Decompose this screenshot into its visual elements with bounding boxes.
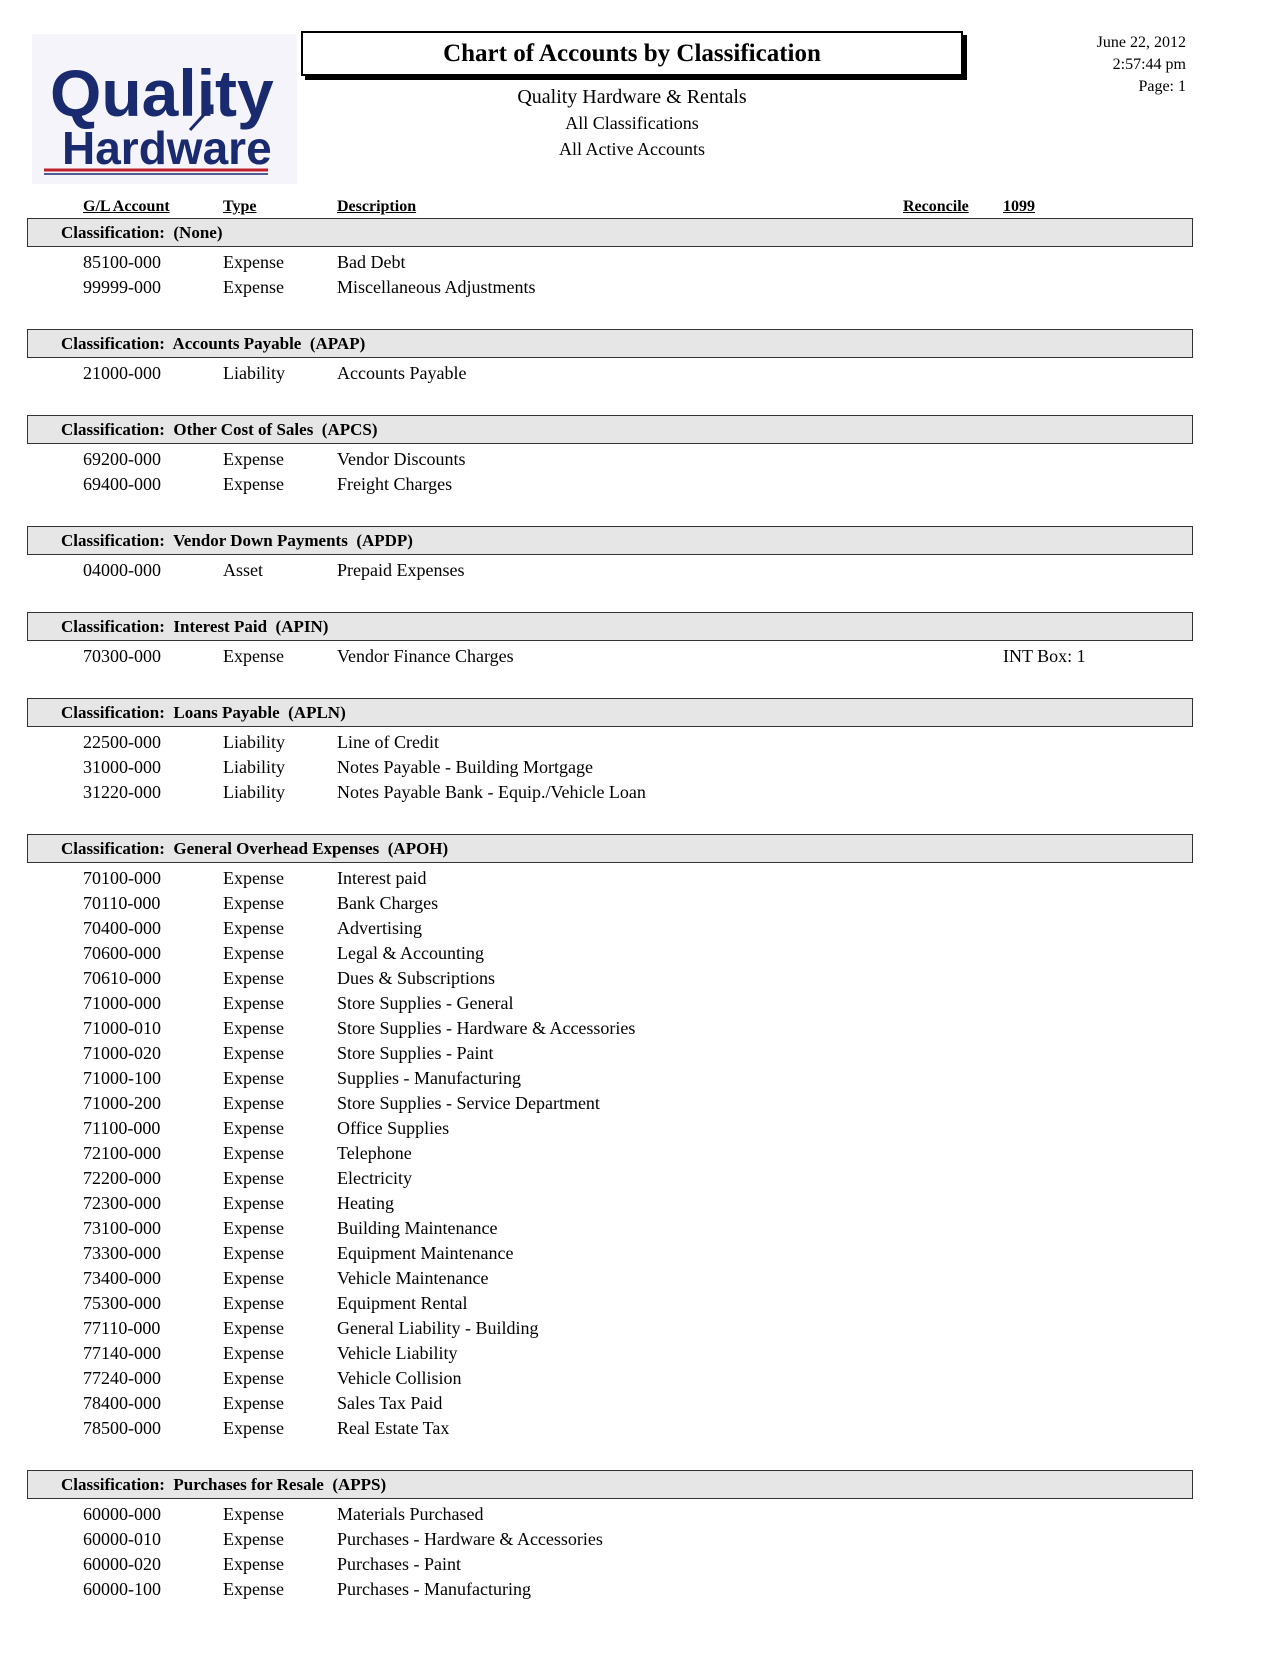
gl-account-cell: 72200-000 — [83, 1168, 161, 1188]
table-row — [27, 644, 1193, 669]
description-cell: Advertising — [337, 918, 422, 938]
table-row — [27, 1391, 1193, 1416]
account-type-cell: Asset — [223, 560, 263, 580]
description-cell: Materials Purchased — [337, 1504, 484, 1524]
gl-account-cell: 70300-000 — [83, 646, 161, 666]
classification-header: Classification: (None) — [27, 218, 1193, 247]
gl-account-cell: 60000-000 — [83, 1504, 161, 1524]
section-spacer — [27, 300, 1193, 329]
page-number: Page: 1 — [1138, 78, 1186, 95]
gl-account-cell: 78500-000 — [83, 1418, 161, 1438]
account-type-cell: Expense — [223, 943, 284, 963]
gl-account-cell: 60000-100 — [83, 1579, 161, 1599]
col-header-1099: 1099 — [1003, 198, 1035, 215]
description-cell: Freight Charges — [337, 474, 453, 494]
account-type-cell: Expense — [223, 1093, 284, 1113]
gl-account-cell: 77240-000 — [83, 1368, 161, 1388]
account-type-cell: Liability — [223, 757, 285, 777]
description-cell: Vehicle Liability — [337, 1343, 458, 1363]
description-cell: Interest paid — [337, 868, 427, 888]
description-cell: Bank Charges — [337, 893, 439, 913]
gl-account-cell: 72100-000 — [83, 1143, 161, 1163]
table-row — [27, 1502, 1193, 1527]
report-time: 2:57:44 pm — [1112, 56, 1186, 73]
description-cell: Electricity — [337, 1168, 412, 1188]
table-row — [27, 916, 1193, 941]
description-cell: Store Supplies - Service Department — [337, 1093, 600, 1113]
gl-account-cell: 72300-000 — [83, 1193, 161, 1213]
account-type-cell: Expense — [223, 1243, 284, 1263]
description-cell: Office Supplies — [337, 1118, 450, 1138]
table-row — [27, 1091, 1193, 1116]
col-header-description: Description — [337, 198, 417, 215]
table-row — [27, 1041, 1193, 1066]
gl-account-cell: 73300-000 — [83, 1243, 161, 1263]
account-type-cell: Expense — [223, 1293, 284, 1313]
table-row — [27, 1016, 1193, 1041]
gl-account-cell: 70610-000 — [83, 968, 161, 988]
account-type-cell: Expense — [223, 993, 284, 1013]
account-type-cell: Expense — [223, 1318, 284, 1338]
section-spacer — [27, 583, 1193, 612]
account-type-cell: Expense — [223, 1554, 284, 1574]
table-row — [27, 991, 1193, 1016]
account-type-cell: Expense — [223, 968, 284, 988]
gl-account-cell: 60000-020 — [83, 1554, 161, 1574]
report-title: Chart of Accounts by Classification — [443, 39, 821, 67]
description-cell: Vehicle Maintenance — [337, 1268, 489, 1288]
col-header-reconcile: Reconcile — [903, 198, 969, 215]
gl-account-cell: 04000-000 — [83, 560, 161, 580]
gl-account-cell: 21000-000 — [83, 363, 161, 383]
account-type-cell: Expense — [223, 918, 284, 938]
section-spacer — [27, 497, 1193, 526]
classification-header: Classification: Purchases for Resale (APPS) — [27, 1470, 1193, 1499]
account-type-cell: Expense — [223, 1418, 284, 1438]
section-spacer — [27, 386, 1193, 415]
account-type-cell: Expense — [223, 277, 284, 297]
description-cell: General Liability - Building — [337, 1318, 539, 1338]
account-type-cell: Expense — [223, 1268, 284, 1288]
gl-account-cell: 75300-000 — [83, 1293, 161, 1313]
description-cell: Notes Payable Bank - Equip./Vehicle Loan — [337, 782, 646, 802]
description-cell: Sales Tax Paid — [337, 1393, 443, 1413]
description-cell: Bad Debt — [337, 252, 406, 272]
report-title-box — [301, 31, 963, 76]
description-cell: Heating — [337, 1193, 394, 1213]
gl-account-cell: 71000-000 — [83, 993, 161, 1013]
table-row — [27, 558, 1193, 583]
description-cell: Legal & Accounting — [337, 943, 484, 963]
account-type-cell: Expense — [223, 1393, 284, 1413]
account-type-cell: Expense — [223, 1143, 284, 1163]
description-cell: Purchases - Manufacturing — [337, 1579, 531, 1599]
table-row — [27, 1416, 1193, 1441]
gl-account-cell: 60000-010 — [83, 1529, 161, 1549]
gl-account-cell: 70400-000 — [83, 918, 161, 938]
classification-header: Classification: Accounts Payable (APAP) — [27, 329, 1193, 358]
gl-account-cell: 99999-000 — [83, 277, 161, 297]
filter-classifications: All Classifications — [565, 113, 699, 133]
gl-account-cell: 71000-200 — [83, 1093, 161, 1113]
classification-header: Classification: General Overhead Expenses (APOH) — [27, 834, 1193, 863]
filter-accounts: All Active Accounts — [559, 139, 705, 159]
description-cell: Purchases - Hardware & Accessories — [337, 1529, 603, 1549]
gl-account-cell: 70100-000 — [83, 868, 161, 888]
account-type-cell: Liability — [223, 732, 285, 752]
table-row — [27, 1316, 1193, 1341]
form-1099-cell: INT Box: 1 — [1003, 646, 1086, 666]
description-cell: Vendor Finance Charges — [337, 646, 514, 666]
description-cell: Miscellaneous Adjustments — [337, 277, 536, 297]
section-spacer — [27, 669, 1193, 698]
account-rows — [27, 358, 1193, 386]
account-type-cell: Expense — [223, 893, 284, 913]
table-row — [27, 250, 1193, 275]
account-type-cell: Expense — [223, 868, 284, 888]
classification-header: Classification: Interest Paid (APIN) — [27, 612, 1193, 641]
gl-account-cell: 77140-000 — [83, 1343, 161, 1363]
account-type-cell: Expense — [223, 646, 284, 666]
account-rows — [27, 863, 1193, 1441]
company-name: Quality Hardware & Rentals — [517, 86, 747, 108]
col-header-type: Type — [223, 198, 257, 215]
table-row — [27, 1191, 1193, 1216]
gl-account-cell: 71000-010 — [83, 1018, 161, 1038]
description-cell: Dues & Subscriptions — [337, 968, 496, 988]
account-type-cell: Expense — [223, 1529, 284, 1549]
account-type-cell: Expense — [223, 1504, 284, 1524]
account-type-cell: Liability — [223, 782, 285, 802]
table-row — [27, 780, 1193, 805]
account-type-cell: Expense — [223, 1218, 284, 1238]
gl-account-cell: 78400-000 — [83, 1393, 161, 1413]
account-rows — [27, 555, 1193, 583]
gl-account-cell: 69400-000 — [83, 474, 161, 494]
account-type-cell: Expense — [223, 1068, 284, 1088]
description-cell: Store Supplies - Paint — [337, 1043, 494, 1063]
description-cell: Notes Payable - Building Mortgage — [337, 757, 593, 777]
table-row — [27, 1141, 1193, 1166]
table-row — [27, 472, 1193, 497]
description-cell: Equipment Rental — [337, 1293, 468, 1313]
section-spacer — [27, 805, 1193, 834]
account-type-cell: Expense — [223, 1579, 284, 1599]
table-row — [27, 447, 1193, 472]
table-row — [27, 966, 1193, 991]
gl-account-cell: 85100-000 — [83, 252, 161, 272]
table-row — [27, 1577, 1193, 1602]
description-cell: Vehicle Collision — [337, 1368, 462, 1388]
description-cell: Telephone — [337, 1143, 412, 1163]
table-row — [27, 1241, 1193, 1266]
table-row — [27, 1527, 1193, 1552]
table-row — [27, 275, 1193, 300]
account-rows — [27, 247, 1193, 300]
table-row — [27, 1266, 1193, 1291]
account-type-cell: Expense — [223, 1168, 284, 1188]
logo-line2: Hardware — [62, 122, 272, 174]
account-rows — [27, 1499, 1193, 1602]
description-cell: Purchases - Paint — [337, 1554, 461, 1574]
account-rows — [27, 727, 1193, 805]
description-cell: Supplies - Manufacturing — [337, 1068, 521, 1088]
table-row — [27, 755, 1193, 780]
gl-account-cell: 70600-000 — [83, 943, 161, 963]
quality-hardware-logo — [32, 34, 297, 184]
gl-account-cell: 22500-000 — [83, 732, 161, 752]
account-type-cell: Expense — [223, 1193, 284, 1213]
table-row — [27, 1291, 1193, 1316]
table-row — [27, 1341, 1193, 1366]
gl-account-cell: 71000-020 — [83, 1043, 161, 1063]
classification-sections — [27, 218, 1193, 1602]
table-row — [27, 866, 1193, 891]
table-row — [27, 730, 1193, 755]
classification-header: Classification: Loans Payable (APLN) — [27, 698, 1193, 727]
description-cell: Prepaid Expenses — [337, 560, 465, 580]
gl-account-cell: 31220-000 — [83, 782, 161, 802]
table-row — [27, 941, 1193, 966]
section-spacer — [27, 1441, 1193, 1470]
gl-account-cell: 31000-000 — [83, 757, 161, 777]
account-rows — [27, 444, 1193, 497]
gl-account-cell: 71000-100 — [83, 1068, 161, 1088]
gl-account-cell: 73100-000 — [83, 1218, 161, 1238]
description-cell: Building Maintenance — [337, 1218, 498, 1238]
gl-account-cell: 73400-000 — [83, 1268, 161, 1288]
table-row — [27, 891, 1193, 916]
col-header-account: G/L Account — [83, 198, 170, 215]
classification-header: Classification: Other Cost of Sales (APCS) — [27, 415, 1193, 444]
report-meta — [1097, 32, 1186, 98]
account-type-cell: Expense — [223, 1043, 284, 1063]
account-rows — [27, 641, 1193, 669]
table-row — [27, 1116, 1193, 1141]
table-row — [27, 361, 1193, 386]
account-type-cell: Expense — [223, 1343, 284, 1363]
table-row — [27, 1166, 1193, 1191]
description-cell: Store Supplies - General — [337, 993, 514, 1013]
report-date: June 22, 2012 — [1096, 34, 1186, 51]
gl-account-cell: 70110-000 — [83, 893, 161, 913]
gl-account-cell: 77110-000 — [83, 1318, 161, 1338]
gl-account-cell: 69200-000 — [83, 449, 161, 469]
company-logo — [32, 34, 297, 184]
table-row — [27, 1552, 1193, 1577]
account-type-cell: Expense — [223, 449, 284, 469]
description-cell: Equipment Maintenance — [337, 1243, 514, 1263]
account-type-cell: Expense — [223, 1368, 284, 1388]
description-cell: Accounts Payable — [337, 363, 467, 383]
logo-line1: Quality — [50, 56, 274, 130]
table-row — [27, 1366, 1193, 1391]
table-row — [27, 1066, 1193, 1091]
table-row — [27, 1216, 1193, 1241]
account-type-cell: Expense — [223, 1018, 284, 1038]
account-type-cell: Expense — [223, 474, 284, 494]
account-type-cell: Expense — [223, 252, 284, 272]
account-type-cell: Expense — [223, 1118, 284, 1138]
description-cell: Real Estate Tax — [337, 1418, 450, 1438]
description-cell: Store Supplies - Hardware & Accessories — [337, 1018, 636, 1038]
description-cell: Vendor Discounts — [337, 449, 466, 469]
classification-header: Classification: Vendor Down Payments (APDP) — [27, 526, 1193, 555]
gl-account-cell: 71100-000 — [83, 1118, 161, 1138]
description-cell: Line of Credit — [337, 732, 439, 752]
account-type-cell: Liability — [223, 363, 285, 383]
